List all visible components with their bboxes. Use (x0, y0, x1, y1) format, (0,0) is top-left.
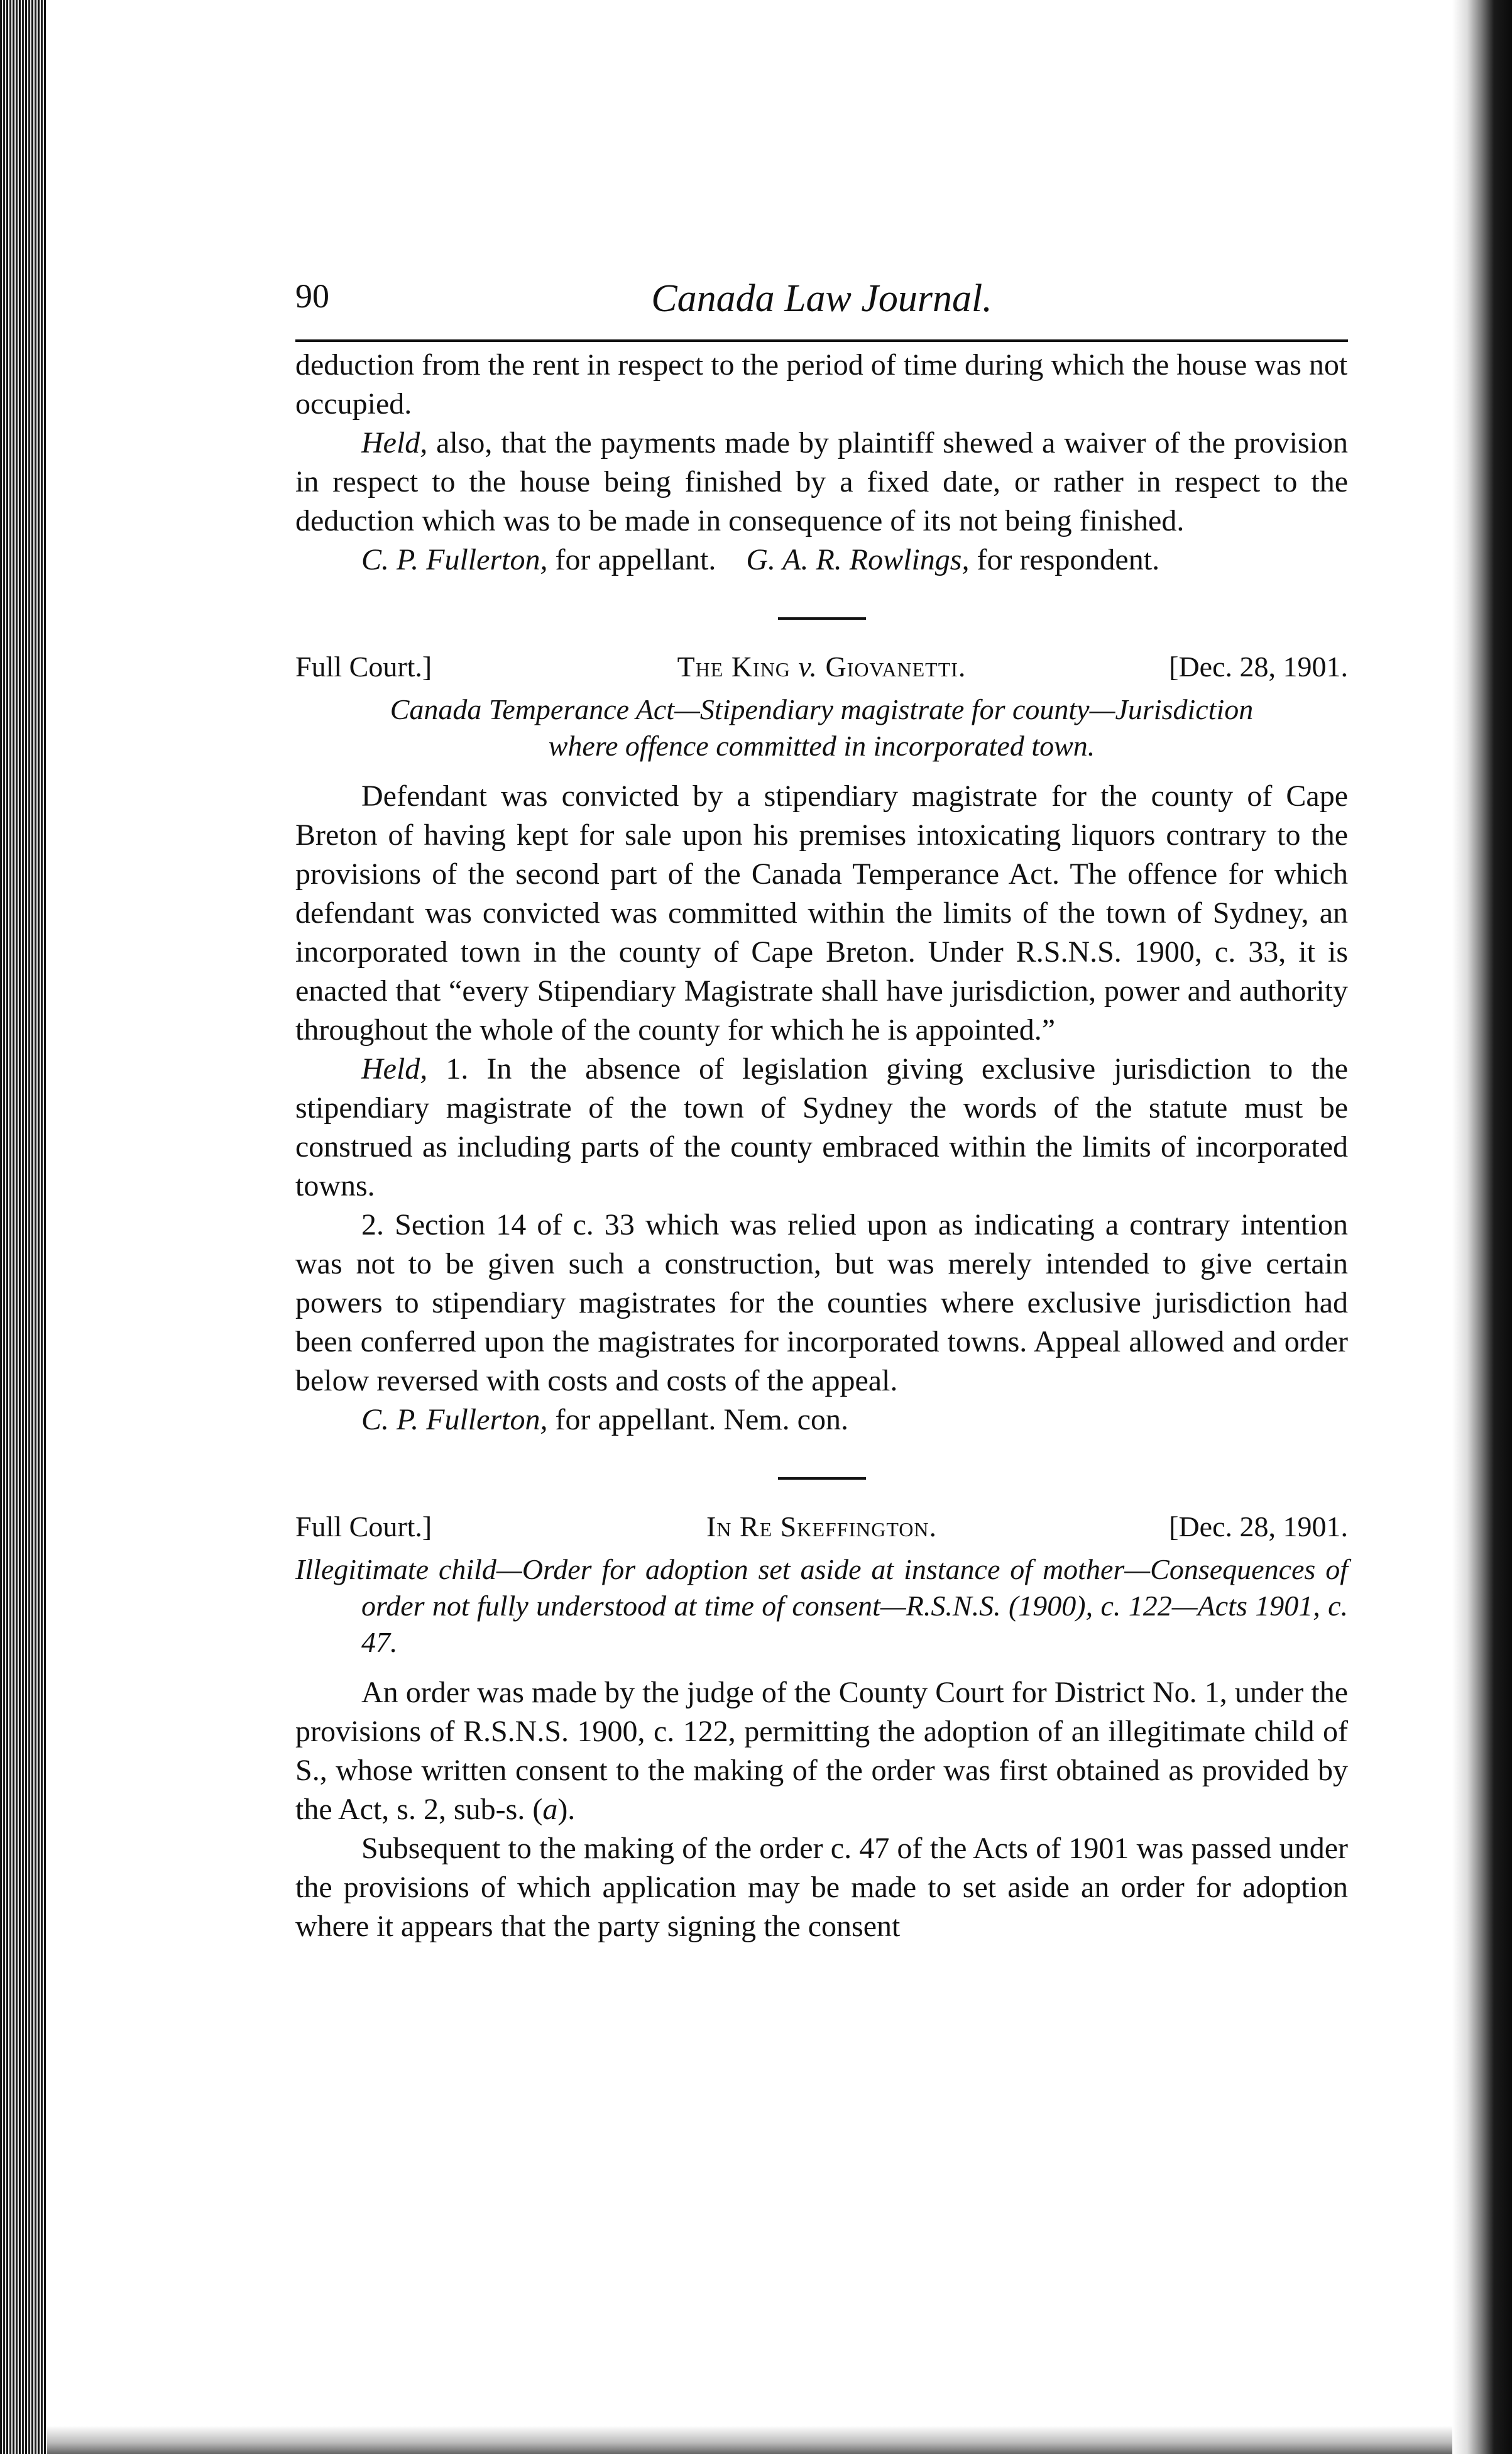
case-paragraph: Subsequent to the making of the order c. 47 of the Acts of 1901 was passed under the provisions of which application may be made to set aside an order for adoption where it appears that the party signing the consent (295, 1832, 1348, 1943)
appellant-role: for appellant. (547, 543, 716, 576)
intro-paragraph: deduction from the rent in respect to the period of time during which the house was not occupied. (295, 348, 1348, 421)
running-header (295, 277, 1348, 333)
case-title-part: Giovanetti. (817, 651, 967, 683)
held-text: 1. In the absence of legislation giving exclusive jurisdiction to the stipendiary magistrate of the town of Sydney the words of the statute must be construed as including parts of the county embraced within the limits of incorporated towns. (295, 1052, 1348, 1202)
headnote-line: Canada Temperance Act—Stipendiary magistrate for county—Jurisdiction (390, 693, 1254, 725)
paragraph-text: An order was made by the judge of the County Court for District No. 1, under the provisions of R.S.N.S. 1900, c. 122, permitting the adoption of an illegitimate child of S., whose written consent to the making of the order was first obtained as provided by the Act, s. 2, sub-s. ( (295, 1676, 1348, 1826)
case-heading (295, 647, 1348, 686)
paragraph-text: ). (557, 1793, 576, 1826)
case-headnote: Illegitimate child—Order for adoption set aside at instance of mother—Consequences of order not fully understood at time of consent—R.S.N.S. (1900), c. 122—Acts 1901, c. 47. (295, 1553, 1348, 1658)
case-paragraph: Defendant was convicted by a stipendiary magistrate for the county of Cape Breton of having kept for sale upon his premises intoxicating liquors contrary to the provisions of the second part of the Canada Temperance Act. The offence for which defendant was convicted was committed within the limits of the town of Sydney, an incorporated town in the county of Cape Breton. Under R.S.N.S. 1900, c. 33, it is enacted that “every Stipendiary Magistrate shall have jurisdiction, power and authority throughout the whole of the county for which he is appointed.” (295, 779, 1348, 1047)
headnote-line: where offence committed in incorporated town. (548, 730, 1095, 762)
respondent-counsel-name: G. A. R. Rowlings, (746, 543, 970, 576)
appellant-role: for appellant. Nem. con. (547, 1403, 848, 1436)
case-heading (295, 1507, 1348, 1546)
appellant-counsel-name: C. P. Fullerton, (361, 1403, 548, 1436)
case-title-part: The King (677, 651, 799, 683)
case-versus: v. (798, 651, 818, 683)
court-label: Full Court.] (295, 651, 432, 683)
held-text: also, that the payments made by plaintiff shewed a waiver of the provision in respect to the house being finished by a fixed date, or rather in respect to the deduction which was to be made in consequence of its not being finished. (295, 426, 1348, 537)
section-separator (778, 1477, 866, 1480)
subsection-letter: a (542, 1793, 558, 1826)
case-title: In Re Skeffington. (706, 1510, 938, 1543)
court-label: Full Court.] (295, 1510, 432, 1543)
held-label: Held, (361, 1052, 428, 1086)
case-counsel (295, 1400, 1348, 1439)
case-paragraph: 2. Section 14 of c. 33 which was relied upon as indicating a contrary intention was not to be given such a construction, but was merely intended to give certain powers to stipendiary magistrates for the counties where exclusive jurisdiction had been conferred upon the magistrates for incorporated towns. Appeal allowed and order below reversed with costs and costs of the appeal. (295, 1208, 1348, 1397)
scan-binding-edge (0, 0, 47, 2454)
journal-title: Canada Law Journal. (651, 277, 992, 320)
respondent-role: for respondent. (969, 543, 1160, 576)
section-separator (778, 617, 866, 620)
page (295, 277, 1348, 1946)
intro-held-paragraph (295, 424, 1348, 541)
case-held-paragraph (295, 1050, 1348, 1206)
held-label: Held, (361, 426, 428, 459)
intro-counsel (295, 541, 1348, 580)
case-date: [Dec. 28, 1901. (1169, 1510, 1348, 1543)
scan-bottom-edge (47, 2426, 1452, 2454)
appellant-counsel-name: C. P. Fullerton, (361, 543, 548, 576)
page-number: 90 (295, 277, 329, 315)
case-date: [Dec. 28, 1901. (1169, 651, 1348, 683)
case-paragraph (295, 1673, 1348, 1829)
scan-page-edge (1452, 0, 1512, 2454)
case-headnote (295, 691, 1348, 764)
header-rule (295, 339, 1348, 342)
